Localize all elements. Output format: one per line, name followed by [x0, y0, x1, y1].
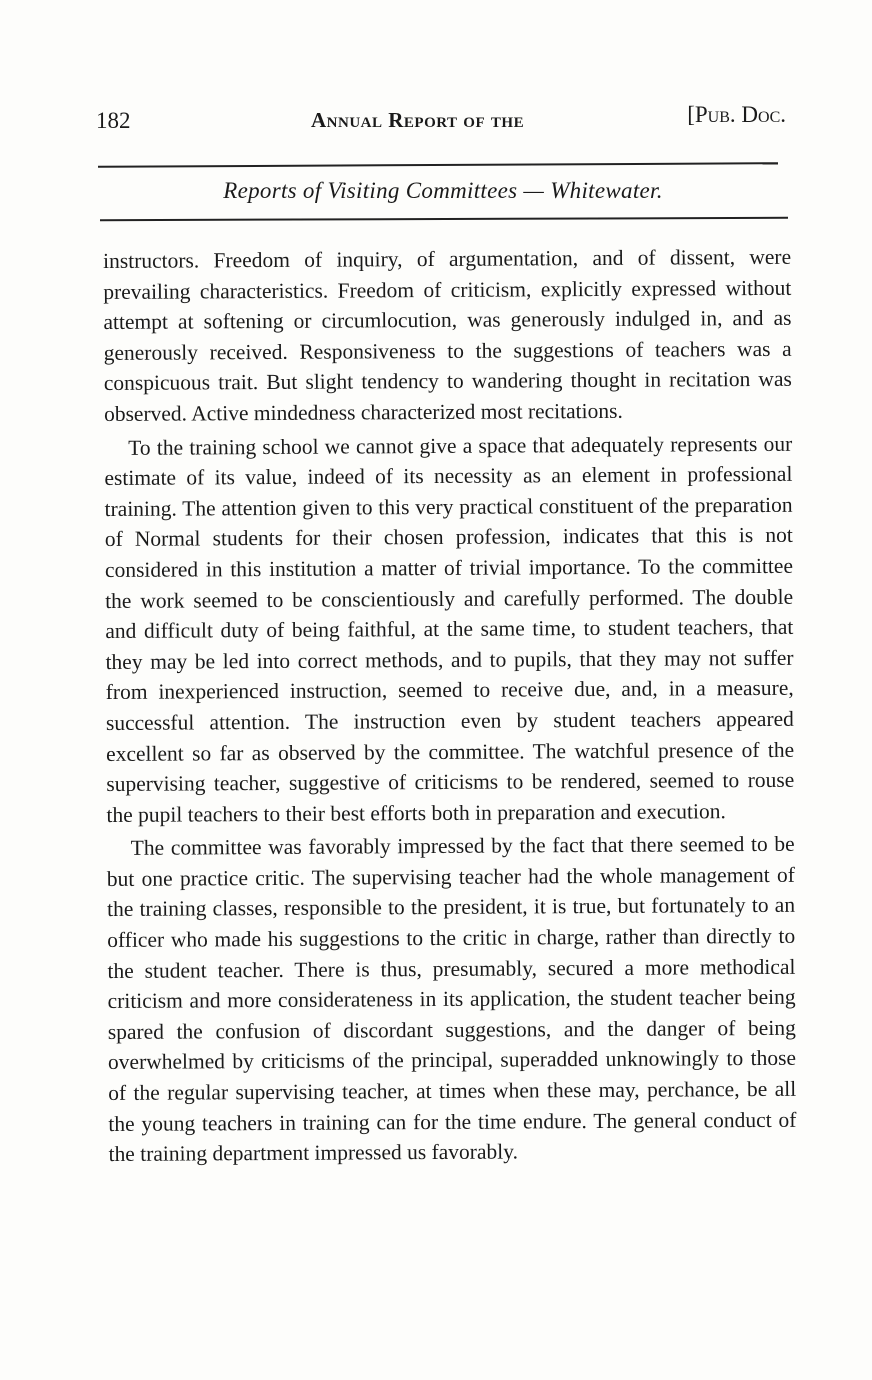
report-title: Annual Report of the	[311, 108, 525, 132]
paragraph-2: To the training school we cannot give a space that adequately represents our estimate of its value, indeed of its necessity as an element in professional training. The attention given to this very practical constituent of the preparation of Normal students for their chosen profession, indicates that this is not considered in this institution a matter of trivial importance. To the committee the work seemed to be conscientiously and carefully performed. The double and difficult duty of being faithful, at the same time, to student teachers, that they may be led into correct methods, and to pupils, that they may not suffer from inexperienced instruction, seemed to receive due, and, in a measure, successful attention. The instruction even by student teachers appeared excellent so far as observed by the committee. The watchful presence of the supervising teacher, suggestive of criticisms to be rendered, seemed to rouse the pupil teachers to their best efforts both in preparation and execution.	[104, 431, 795, 827]
section-heading: Reports of Visiting Committees — Whitewater.	[223, 178, 663, 203]
page-number: 182	[96, 108, 131, 133]
document-label: [Pub. Doc.	[687, 102, 786, 127]
header-rule-top	[98, 162, 778, 168]
paragraph-1: instructors. Freedom of inquiry, of argumentation, and of dissent, were prevailing characteristics. Freedom of criticism, explicitly expressed without attempt at softening or circumlocution, was generously indulged in, and as generously received. Responsiveness to the suggestions of teachers was a conspicuous trait. But slight tendency to wandering thought in recitation was observed. Active mindedness characterized most recitations.	[103, 244, 792, 426]
header-rule-bottom	[100, 217, 788, 221]
paragraph-3: The committee was favorably impressed by the fact that there seemed to be but one practice critic. The supervising teacher had the whole management of the training classes, responsible to the president, it is true, but fortunately to an officer who made his suggestions to the critic in charge, rather than directly to the student teacher. There is thus, presumably, secured a more methodical criticism and more considerateness in its application, the student teacher being spared the confusion of discordant suggestions, and the danger of being overwhelmed by criticisms of the principal, superadded unknowingly to those of the regular supervising teacher, at times when these may, perchance, be all the young teachers in training can for the time endure. The general conduct of the training department impressed us favorably.	[106, 832, 797, 1167]
running-head	[96, 102, 786, 138]
body-text	[103, 242, 797, 1173]
